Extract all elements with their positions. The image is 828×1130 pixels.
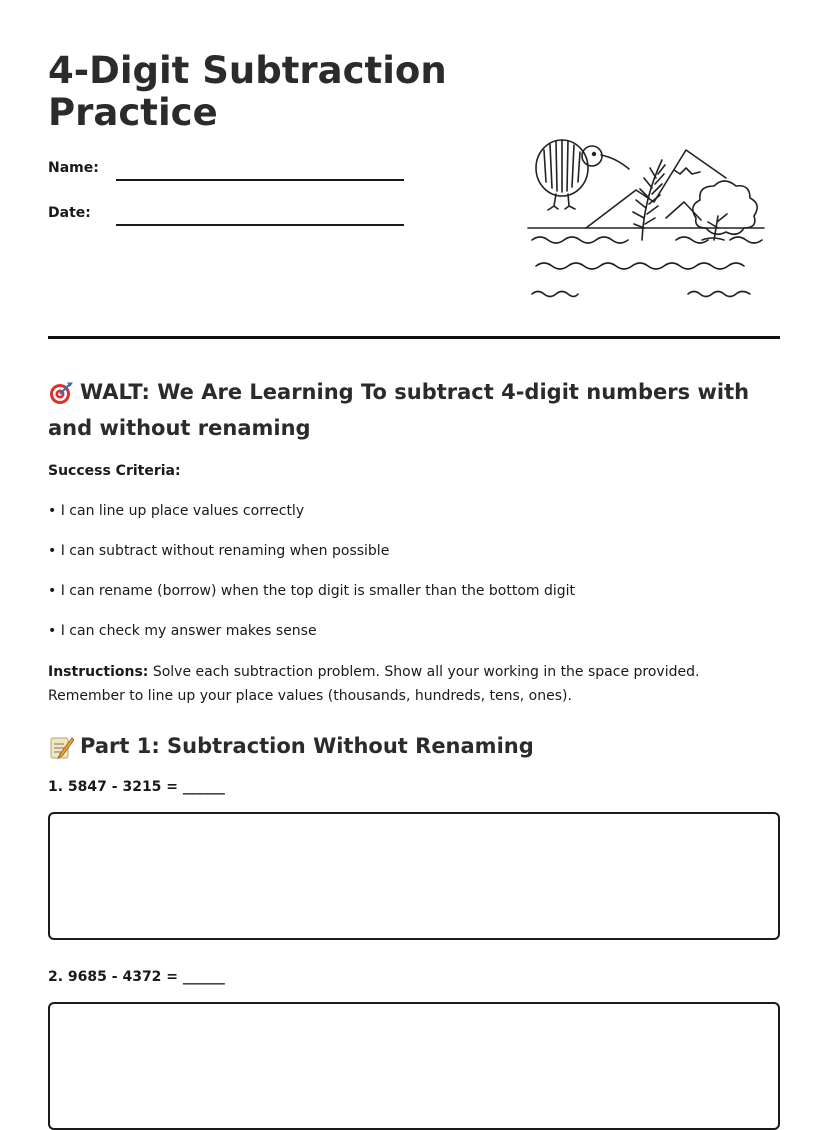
working-space-box[interactable] bbox=[48, 1002, 780, 1130]
problem-label: 1. 5847 - 3215 = ______ bbox=[48, 779, 225, 795]
name-label: Name: bbox=[48, 160, 99, 176]
tree-icon bbox=[693, 181, 757, 240]
problem-label: 2. 9685 - 4372 = ______ bbox=[48, 969, 225, 985]
working-space-box[interactable] bbox=[48, 812, 780, 940]
date-label: Date: bbox=[48, 205, 91, 221]
target-icon bbox=[48, 380, 74, 406]
date-line[interactable] bbox=[116, 224, 404, 226]
date-field bbox=[48, 205, 408, 229]
kiwi-landscape-illustration bbox=[526, 128, 766, 304]
worksheet-header bbox=[48, 0, 780, 340]
part1-title: Part 1: Subtraction Without Renaming bbox=[80, 734, 534, 758]
water-waves-icon bbox=[528, 228, 764, 297]
part1-heading bbox=[48, 730, 780, 762]
criteria-item: • I can check my answer makes sense bbox=[48, 623, 317, 639]
worksheet-page bbox=[48, 0, 780, 1130]
name-line[interactable] bbox=[116, 179, 404, 181]
instructions-label: Instructions: bbox=[48, 664, 149, 680]
walt-text: WALT: We Are Learning To subtract 4-digit numbers with and without renaming bbox=[48, 380, 750, 440]
page-title: 4-Digit Subtraction Practice bbox=[48, 49, 447, 134]
success-criteria-title: Success Criteria: bbox=[48, 463, 181, 479]
walt-heading bbox=[48, 374, 780, 446]
criteria-item: • I can rename (borrow) when the top digit is smaller than the bottom digit bbox=[48, 583, 576, 599]
criteria-item: • I can subtract without renaming when possible bbox=[48, 543, 390, 559]
memo-icon bbox=[48, 734, 74, 760]
instructions-text: Solve each subtraction problem. Show all your working in the space provided. Remember to line up your place values (thousands, hundreds, tens, ones). bbox=[48, 664, 700, 704]
kiwi-bird-icon bbox=[536, 140, 629, 210]
header-divider bbox=[48, 336, 780, 339]
name-field bbox=[48, 160, 408, 184]
success-criteria-list bbox=[48, 500, 780, 642]
criteria-item: • I can line up place values correctly bbox=[48, 503, 305, 519]
instructions bbox=[48, 660, 780, 708]
